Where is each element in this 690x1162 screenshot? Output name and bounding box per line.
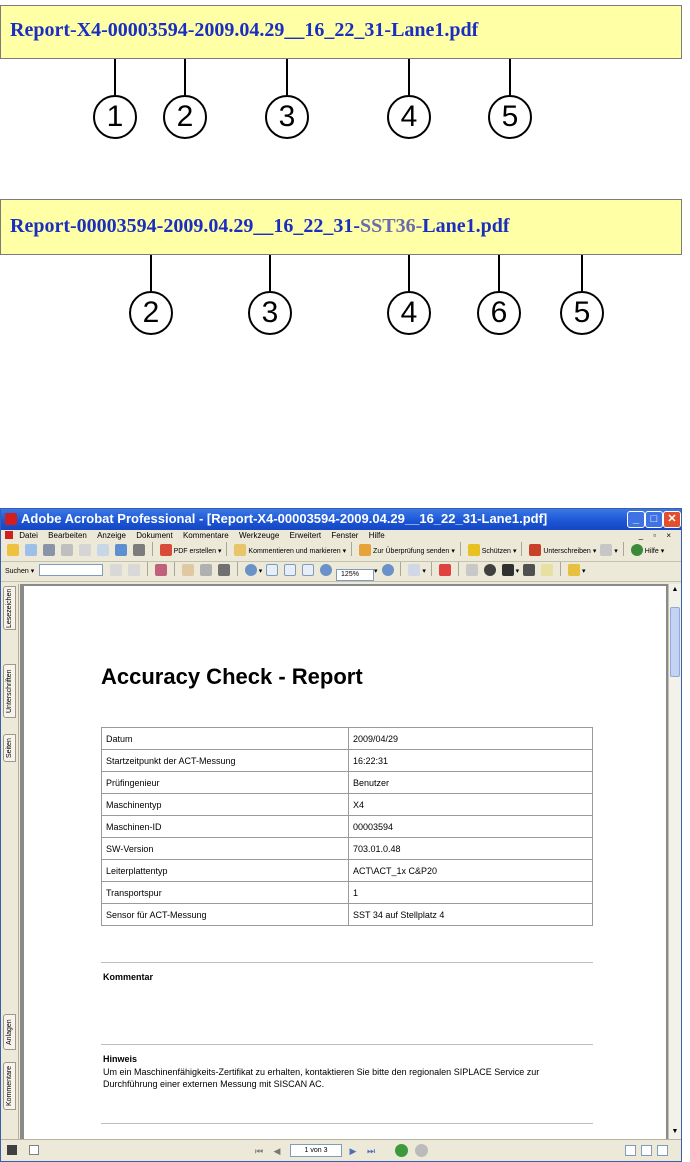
- fn-part-lane: Lane1.pdf: [422, 215, 510, 237]
- callout-leader: [286, 59, 288, 95]
- scroll-thumb[interactable]: [670, 607, 680, 677]
- minimize-button[interactable]: _: [627, 511, 645, 528]
- callout-number: 2: [129, 291, 173, 335]
- divider: [101, 1044, 593, 1045]
- pen-icon: [529, 544, 541, 556]
- separator: [623, 542, 624, 556]
- callout-leader: [184, 59, 186, 95]
- row-value: 2009/04/29: [349, 728, 593, 750]
- row-value: 00003594: [349, 816, 593, 838]
- separator: [226, 542, 227, 556]
- tab-lesezeichen[interactable]: Lesezeichen: [3, 586, 16, 630]
- divider: [101, 962, 593, 963]
- toolbar-secondary: Suchen ▾ ▾ 125% ▾ ▾ ▾ ▾: [1, 562, 681, 582]
- search-input[interactable]: [39, 564, 103, 576]
- fn-part-date: 2009.04.29__: [194, 19, 305, 41]
- select-text-icon[interactable]: [200, 564, 212, 576]
- row-value: 16:22:31: [349, 750, 593, 772]
- maximize-button[interactable]: □: [645, 511, 663, 528]
- comment-icon: [234, 544, 246, 556]
- attach-icon[interactable]: [97, 544, 109, 556]
- close-button[interactable]: ✕: [663, 511, 681, 528]
- callout-number: 4: [387, 291, 431, 335]
- tab-seiten[interactable]: Seiten: [3, 734, 16, 762]
- callout-leader: [408, 59, 410, 95]
- navigation-pane: [1, 584, 19, 1139]
- email-icon[interactable]: [79, 544, 91, 556]
- page-options-icon[interactable]: [29, 1145, 39, 1155]
- window-title: Adobe Acrobat Professional - [Report-X4-00003594-2009.04.29__16_22_31-Lane1.pdf]: [21, 511, 548, 526]
- search-prev-icon[interactable]: [110, 564, 122, 576]
- fn-part-machine-id: 00003594-: [107, 19, 195, 41]
- row-value: ACT\ACT_1x C&P20: [349, 860, 593, 882]
- divider: [101, 1123, 593, 1124]
- menu-bearbeiten[interactable]: Bearbeiten: [48, 531, 87, 540]
- report-table: [101, 727, 593, 926]
- separator: [174, 562, 175, 576]
- table-row: [102, 794, 593, 816]
- hand-tool-icon[interactable]: [182, 564, 194, 576]
- separator: [147, 562, 148, 576]
- continuous-icon[interactable]: [641, 1145, 652, 1156]
- row-label: Prüfingenieur: [102, 772, 349, 794]
- search-next-icon[interactable]: [128, 564, 140, 576]
- separator: [237, 562, 238, 576]
- kommentieren-button[interactable]: Kommentieren und markieren: [248, 548, 341, 555]
- callout-leader: [581, 255, 583, 291]
- callout-leader: [114, 59, 116, 95]
- table-row: [102, 860, 593, 882]
- row-label: Leiterplattentyp: [102, 860, 349, 882]
- separator: [458, 562, 459, 576]
- zoom-tool-icon[interactable]: [245, 564, 257, 576]
- panel-toggle-icon[interactable]: [7, 1145, 17, 1155]
- separator: [431, 562, 432, 576]
- menu-kommentare[interactable]: Kommentare: [182, 531, 229, 540]
- zoom-level-select[interactable]: 125%: [336, 569, 374, 581]
- measure-icon[interactable]: [523, 564, 535, 576]
- scroll-up-icon[interactable]: ▲: [671, 586, 679, 593]
- hilfe-button[interactable]: Hilfe: [644, 548, 659, 555]
- fn-part-sensor: SST36-: [359, 215, 423, 237]
- actual-size-icon[interactable]: [266, 564, 278, 576]
- page-indicator[interactable]: 1 von 3: [290, 1144, 342, 1157]
- create-icon[interactable]: [25, 544, 37, 556]
- hinweis-heading: Hinweis: [103, 1054, 138, 1064]
- separator: [400, 562, 401, 576]
- fn-part-time: 16_22_31-: [304, 19, 392, 41]
- table-row: [102, 904, 593, 926]
- callout-leader: [408, 255, 410, 291]
- callout-leader: [509, 59, 511, 95]
- row-value: Benutzer: [349, 772, 593, 794]
- fn-part-date: 2009.04.29__: [163, 215, 274, 237]
- separator: [152, 542, 153, 556]
- zoom-in-icon[interactable]: [382, 564, 394, 576]
- tab-unterschriften[interactable]: Unterschriften: [3, 664, 16, 718]
- scroll-down-icon[interactable]: ▼: [671, 1128, 679, 1135]
- row-label: Maschinen-ID: [102, 816, 349, 838]
- callout-leader: [269, 255, 271, 291]
- link-tool-icon[interactable]: [466, 564, 478, 576]
- review-icon: [359, 544, 371, 556]
- vertical-scrollbar[interactable]: [668, 584, 681, 1139]
- kommentar-heading: Kommentar: [103, 972, 154, 982]
- callout-number: 5: [488, 95, 532, 139]
- camera-icon[interactable]: [218, 564, 230, 576]
- binoculars-icon[interactable]: [133, 544, 145, 556]
- row-value: 703.01.0.48: [349, 838, 593, 860]
- document-view[interactable]: [20, 584, 668, 1139]
- fn-part-report: Report-: [10, 19, 77, 41]
- row-value: SST 34 auf Stellplatz 4: [349, 904, 593, 926]
- fn-part-report: Report-: [10, 215, 77, 237]
- schuetzen-button[interactable]: Schützen: [481, 548, 511, 555]
- fn-part-lane: Lane1.pdf: [391, 19, 479, 41]
- suchen-label[interactable]: Suchen: [5, 568, 29, 575]
- separator: [560, 562, 561, 576]
- callout-number: 6: [477, 291, 521, 335]
- last-page-icon[interactable]: ⏭: [366, 1146, 376, 1156]
- arrow-tool-icon[interactable]: [502, 564, 514, 576]
- status-bar: [1, 1139, 681, 1161]
- row-label: SW-Version: [102, 838, 349, 860]
- hinweis-text: Um ein Maschinenfähigkeits-Zertifikat zu erhalten, kontaktieren Sie bitte den regionalen SIPLACE Service zur Durchführung einer externen Messung mit SISCAN AC.: [103, 1067, 540, 1089]
- menu-werkzeuge[interactable]: Werkzeuge: [238, 531, 280, 540]
- table-row: [102, 750, 593, 772]
- facing-icon[interactable]: [657, 1145, 668, 1156]
- callout-number: 5: [560, 291, 604, 335]
- snapshot-icon[interactable]: [155, 564, 167, 576]
- table-row: [102, 882, 593, 904]
- menu-bar: [1, 530, 681, 542]
- next-view-icon[interactable]: [415, 1144, 428, 1157]
- fn-part-time: 16_22_31-: [273, 215, 360, 237]
- row-value: 1: [349, 882, 593, 904]
- rotate-icon[interactable]: [408, 564, 420, 576]
- ueberpruefung-button[interactable]: Zur Überprüfung senden: [373, 548, 450, 555]
- save-icon[interactable]: [43, 544, 55, 556]
- callout-leader: [150, 255, 152, 291]
- callout-number: 2: [163, 95, 207, 139]
- filename-banner-lane: [0, 5, 682, 59]
- previous-view-icon[interactable]: [395, 1144, 408, 1157]
- callout-number: 1: [93, 95, 137, 139]
- row-label: Startzeitpunkt der ACT-Messung: [102, 750, 349, 772]
- form-icon[interactable]: [600, 544, 612, 556]
- separator: [351, 542, 352, 556]
- zoom-out-icon[interactable]: [320, 564, 332, 576]
- next-page-icon[interactable]: ▶: [349, 1146, 357, 1156]
- acrobat-app-icon: [5, 513, 17, 525]
- callout-number: 3: [265, 95, 309, 139]
- touchup-icon[interactable]: [439, 564, 451, 576]
- fit-page-icon[interactable]: [284, 564, 296, 576]
- table-row: [102, 772, 593, 794]
- single-page-icon[interactable]: [625, 1145, 636, 1156]
- pdf-page: [24, 586, 666, 1139]
- open-icon[interactable]: [7, 544, 19, 556]
- prev-page-icon[interactable]: ◀: [273, 1146, 281, 1156]
- textbox-icon[interactable]: [541, 564, 553, 576]
- title-bar[interactable]: [1, 509, 681, 530]
- web-icon[interactable]: [115, 544, 127, 556]
- filename-banner-sst: [0, 199, 682, 255]
- callout-number: 3: [248, 291, 292, 335]
- callout-number: 4: [387, 95, 431, 139]
- highlight-icon[interactable]: [568, 564, 580, 576]
- row-label: Transportspur: [102, 882, 349, 904]
- menu-anzeige[interactable]: Anzeige: [97, 531, 127, 540]
- row-label: Sensor für ACT-Messung: [102, 904, 349, 926]
- table-row: [102, 816, 593, 838]
- menu-datei[interactable]: Datei: [19, 531, 38, 540]
- separator: [460, 542, 461, 556]
- fn-part-machine-id: 00003594-: [76, 215, 164, 237]
- fn-part-machine-type: X4-: [76, 19, 108, 41]
- document-title: Accuracy Check - Report: [101, 664, 363, 689]
- table-row: [102, 838, 593, 860]
- row-label: Datum: [102, 728, 349, 750]
- print-icon[interactable]: [61, 544, 73, 556]
- table-row: [102, 728, 593, 750]
- tab-anlagen[interactable]: Anlagen: [3, 1014, 16, 1050]
- row-label: Maschinentyp: [102, 794, 349, 816]
- help-icon: [631, 544, 643, 556]
- menu-hilfe[interactable]: Hilfe: [368, 531, 385, 540]
- lock-icon: [468, 544, 480, 556]
- toolbar-main: PDF erstellen ▾ Kommentieren und markieren ▾ Zur Überprüfung senden ▾ Schützen ▾ Unterschreiben ▾ ▾ Hilfe ▾: [1, 542, 681, 562]
- menu-dokument[interactable]: Dokument: [136, 531, 173, 540]
- callout-leader: [498, 255, 500, 291]
- stamp-icon[interactable]: [484, 564, 496, 576]
- acrobat-window: [0, 508, 682, 1162]
- tab-kommentare[interactable]: Kommentare: [3, 1062, 16, 1110]
- fit-width-icon[interactable]: [302, 564, 314, 576]
- row-value: X4: [349, 794, 593, 816]
- unterschreiben-button[interactable]: Unterschreiben: [543, 548, 591, 555]
- first-page-icon[interactable]: ⏮: [254, 1146, 264, 1156]
- separator: [521, 542, 522, 556]
- mdi-controls[interactable]: _ ▫ ×: [638, 531, 675, 540]
- document-icon[interactable]: [5, 531, 13, 539]
- pdf-erstellen-button[interactable]: PDF erstellen: [173, 548, 216, 555]
- menu-fenster[interactable]: Fenster: [331, 531, 359, 540]
- pdf-create-icon: [160, 544, 172, 556]
- menu-erweitert[interactable]: Erweitert: [289, 531, 322, 540]
